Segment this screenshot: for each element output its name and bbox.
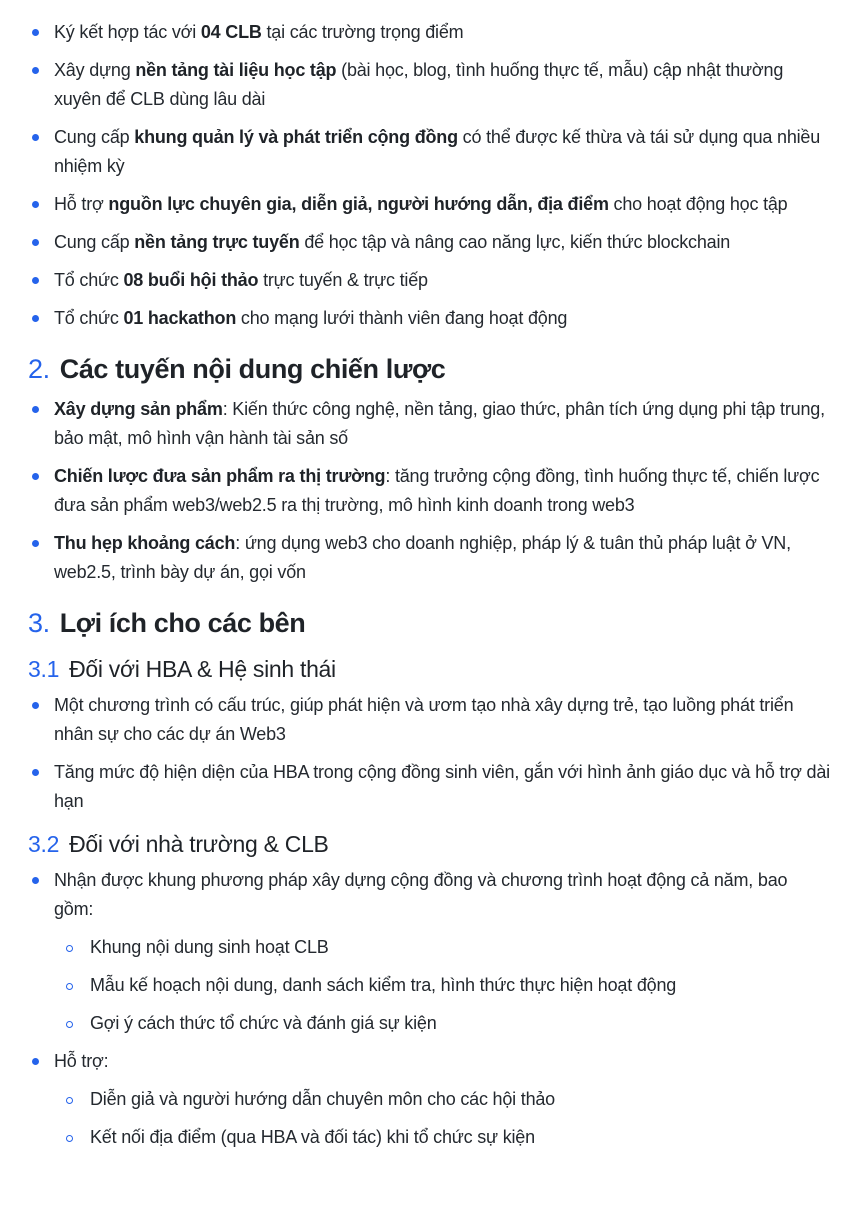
heading-number: 2. — [28, 354, 50, 384]
nested-list-item — [0, 971, 861, 1000]
item-text: : Kiến thức công nghệ, nền tảng, giao thức, phân tích ứng dụng phi tập trung, bảo mật, mô hình vận hành tài sản số — [54, 399, 825, 448]
section-3-2-heading — [0, 828, 861, 860]
heading-title: Đối với HBA & Hệ sinh thái — [69, 656, 336, 682]
list-item — [0, 395, 861, 453]
list-item — [0, 529, 861, 587]
hollow-bullet-icon — [66, 983, 73, 990]
item-bold-text: 08 buổi hội thảo — [123, 270, 259, 290]
item-text: có thể được kế thừa và tái sử dụng qua nhiều nhiệm kỳ — [54, 127, 821, 176]
item-text: Xây dựng — [54, 60, 136, 80]
heading-number: 3.2 — [28, 831, 60, 857]
item-bold-text: 01 hackathon — [123, 308, 237, 328]
heading-title: Lợi ích cho các bên — [59, 608, 306, 638]
item-text: Kết nối địa điểm (qua HBA và đối tác) khi tổ chức sự kiện — [90, 1127, 535, 1147]
section-2-list — [0, 395, 861, 587]
heading-title: Đối với nhà trường & CLB — [69, 831, 329, 857]
item-text: Hỗ trợ: — [54, 1051, 109, 1071]
list-item — [0, 462, 861, 520]
list-item — [0, 123, 861, 181]
bullet-icon — [32, 877, 39, 884]
bullet-icon — [32, 277, 39, 284]
item-text: để học tập và nâng cao năng lực, kiến thức blockchain — [299, 232, 731, 252]
item-text: Mẫu kế hoạch nội dung, danh sách kiểm tra, hình thức thực hiện hoạt động — [90, 975, 677, 995]
hollow-bullet-icon — [66, 1135, 73, 1142]
list-item — [0, 691, 861, 749]
list-item — [0, 1047, 861, 1076]
item-text: Cung cấp — [54, 127, 135, 147]
item-text: Ký kết hợp tác với — [54, 22, 201, 42]
list-item — [0, 266, 861, 295]
item-bold-text: 04 CLB — [200, 22, 262, 42]
bullet-icon — [32, 134, 39, 141]
item-text: trực tuyến & trực tiếp — [258, 270, 428, 290]
hollow-bullet-icon — [66, 1021, 73, 1028]
bullet-icon — [32, 540, 39, 547]
item-text: Nhận được khung phương pháp xây dựng cộng đồng và chương trình hoạt động cả năm, bao gồm: — [54, 870, 788, 919]
item-text: Tổ chức — [54, 308, 124, 328]
item-bold-text: nền tảng tài liệu học tập — [135, 60, 337, 80]
bullet-icon — [32, 1058, 39, 1065]
nested-list-wrapper — [0, 1085, 861, 1152]
heading-title: Các tuyến nội dung chiến lược — [59, 354, 446, 384]
item-text: cho mạng lưới thành viên đang hoạt động — [236, 308, 568, 328]
section-3-2-list — [0, 866, 861, 1152]
bullet-icon — [32, 702, 39, 709]
list-item — [0, 18, 861, 47]
nested-list-item — [0, 1085, 861, 1114]
item-text: cho hoạt động học tập — [608, 194, 788, 214]
item-bold-text: nguồn lực chuyên gia, diễn giả, người hướng dẫn, địa điểm — [108, 194, 609, 214]
item-text: : ứng dụng web3 cho doanh nghiệp, pháp lý & tuân thủ pháp luật ở VN, web2.5, trình bày dự án, gọi vốn — [54, 533, 791, 582]
item-text: Diễn giả và người hướng dẫn chuyên môn cho các hội thảo — [90, 1089, 555, 1109]
item-text: Một chương trình có cấu trúc, giúp phát hiện và ươm tạo nhà xây dựng trẻ, tạo luồng phát triển nhân sự cho các dự án Web3 — [54, 695, 794, 744]
heading-number: 3.1 — [28, 656, 60, 682]
item-text: : tăng trưởng cộng đồng, tình huống thực tế, chiến lược đưa sản phẩm web3/web2.5 ra thị trường, mô hình kinh doanh trong web3 — [54, 466, 820, 515]
item-text: Cung cấp — [54, 232, 135, 252]
heading-number: 3. — [28, 608, 50, 638]
item-bold-text: Chiến lược đưa sản phẩm ra thị trường — [54, 466, 386, 486]
bullet-icon — [32, 315, 39, 322]
item-text: Khung nội dung sinh hoạt CLB — [90, 937, 329, 957]
section-3-heading — [0, 605, 861, 641]
item-bold-text: Xây dựng sản phẩm — [54, 399, 223, 419]
bullet-icon — [32, 406, 39, 413]
item-bold-text: Thu hẹp khoảng cách — [54, 533, 236, 553]
item-bold-text: nền tảng trực tuyến — [134, 232, 300, 252]
section-3-1-list — [0, 691, 861, 816]
item-text: Gợi ý cách thức tổ chức và đánh giá sự kiện — [90, 1013, 437, 1033]
bullet-icon — [32, 201, 39, 208]
intro-list — [0, 18, 861, 333]
list-item — [0, 304, 861, 333]
item-text: Hỗ trợ — [54, 194, 109, 214]
list-item — [0, 866, 861, 924]
item-text: Tăng mức độ hiện diện của HBA trong cộng đồng sinh viên, gắn với hình ảnh giáo dục và hỗ trợ dài hạn — [54, 762, 830, 811]
nested-list — [0, 1085, 861, 1152]
bullet-icon — [32, 29, 39, 36]
nested-list-wrapper — [0, 933, 861, 1038]
nested-list-item — [0, 1009, 861, 1038]
item-text: (bài học, blog, tình huống thực tế, mẫu) cập nhật thường xuyên để CLB dùng lâu dài — [54, 60, 784, 109]
list-item — [0, 190, 861, 219]
nested-list — [0, 933, 861, 1038]
hollow-bullet-icon — [66, 1097, 73, 1104]
item-text: tại các trường trọng điểm — [261, 22, 464, 42]
item-bold-text: khung quản lý và phát triển cộng đồng — [134, 127, 458, 147]
list-item — [0, 228, 861, 257]
bullet-icon — [32, 473, 39, 480]
section-3-1-heading — [0, 653, 861, 685]
list-item — [0, 56, 861, 114]
bullet-icon — [32, 239, 39, 246]
nested-list-item — [0, 1123, 861, 1152]
hollow-bullet-icon — [66, 945, 73, 952]
section-2-heading — [0, 351, 861, 387]
nested-list-item — [0, 933, 861, 962]
list-item — [0, 758, 861, 816]
bullet-icon — [32, 67, 39, 74]
bullet-icon — [32, 769, 39, 776]
item-text: Tổ chức — [54, 270, 124, 290]
